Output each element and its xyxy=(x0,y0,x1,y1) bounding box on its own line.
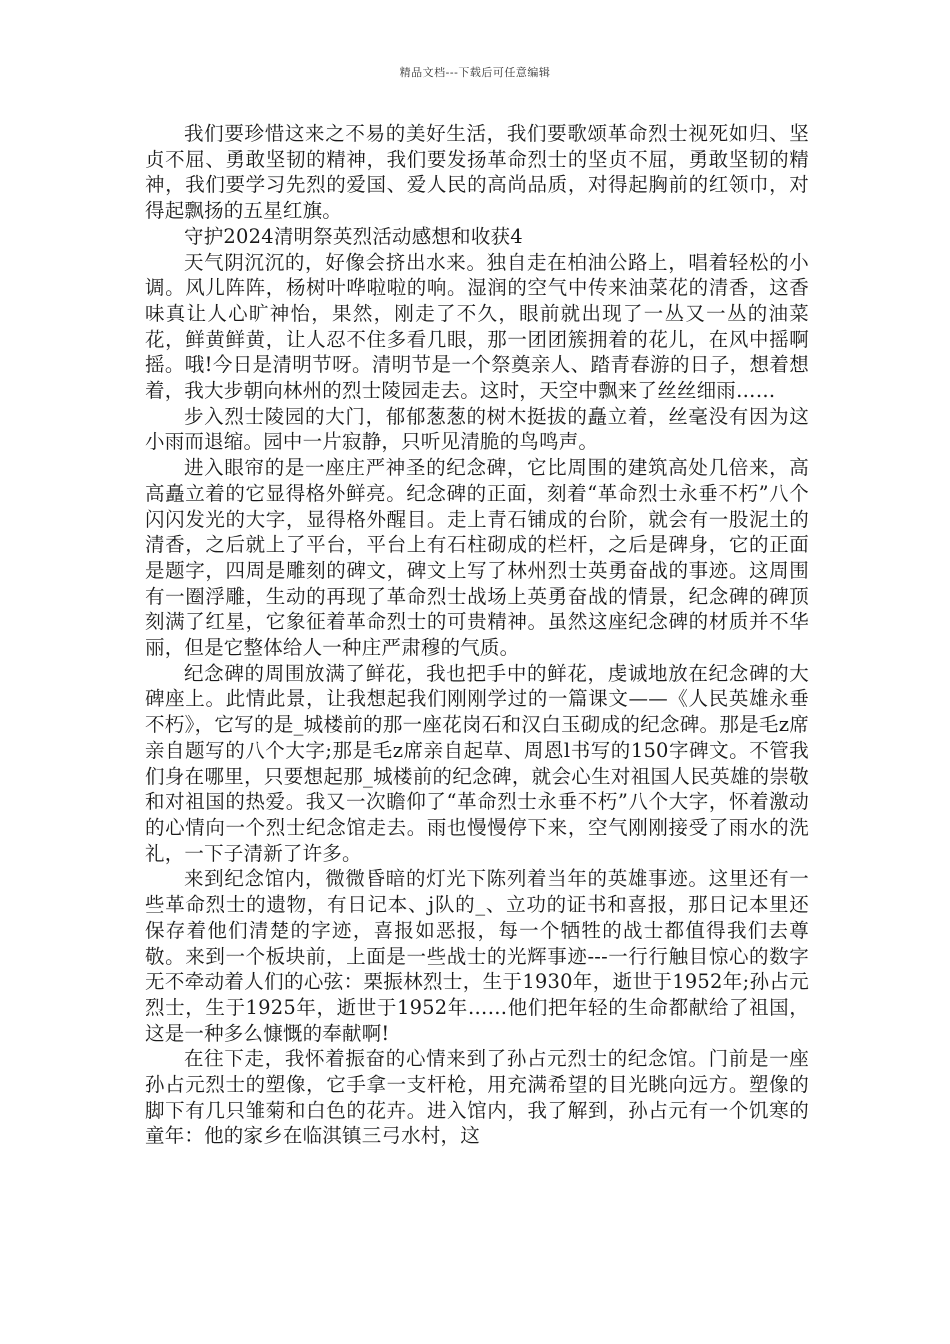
paragraph-sun-zhanyuan: 在往下走，我怀着振奋的心情来到了孙占元烈士的纪念馆。门前是一座孙占元烈士的塑像，它手拿一支杆枪，用充满希望的目光眺向远方。塑像的脚下有几只雏菊和白色的花卉。进入馆内，我了解到，孙占元有一个饥寒的童年：他的家乡在临淇镇三弓水村，这 xyxy=(145,1047,809,1148)
paragraph-flowers: 纪念碑的周围放满了鲜花，我也把手中的鲜花，虔诚地放在纪念碑的大碑座上。此情此景，让我想起我们刚刚学过的一篇课文——《人民英雄永垂不朽》，它写的是_城楼前的那一座花岗石和汉白玉砌成的纪念碑。那是毛z席亲自题写的八个大字;那是毛z席亲自起草、周恩l书写的150字碑文。不管我们身在哪里，只要想起那_城楼前的纪念碑，就会心生对祖国人民英雄的崇敬和对祖国的热爱。我又一次瞻仰了“革命烈士永垂不朽”八个大字，怀着激动的心情向一个烈士纪念馆走去。雨也慢慢停下来，空气刚刚接受了雨水的洗礼，一下子清新了许多。 xyxy=(145,661,809,865)
paragraph-monument: 进入眼帘的是一座庄严神圣的纪念碑，它比周围的建筑高处几倍来，高高矗立着的它显得格外鲜亮。纪念碑的正面，刻着“革命烈士永垂不朽”八个闪闪发光的大字，显得格外醒目。走上青石铺成的台阶，就会有一股泥土的清香，之后就上了平台，平台上有石柱砌成的栏杆，之后是碑身，它的正面是题字，四周是雕刻的碑文，碑文上写了林州烈士英勇奋战的事迹。这周围有一圈浮雕，生动的再现了革命烈士战场上英勇奋战的情景，纪念碑的碑顶刻满了红星，它象征着革命烈士的可贵精神。虽然这座纪念碑的材质并不华丽，但是它整体给人一种庄严肃穆的气质。 xyxy=(145,456,809,660)
paragraph-cemetery-gate: 步入烈士陵园的大门，郁郁葱葱的树木挺拔的矗立着，丝毫没有因为这小雨而退缩。园中一片寂静，只听见清脆的鸟鸣声。 xyxy=(145,404,809,454)
page-header: 精品文档---下载后可任意编辑 xyxy=(399,66,551,79)
document-body xyxy=(145,121,809,1149)
paragraph-closing-reflection: 我们要珍惜这来之不易的美好生活，我们要歌颂革命烈士视死如归、坚贞不屈、勇敢坚韧的精神，我们要发扬革命烈士的坚贞不屈，勇敢坚韧的精神，我们要学习先烈的爱国、爱人民的高尚品质，对得起胸前的红领巾，对得起飘扬的五星红旗。 xyxy=(145,122,809,223)
paragraph-memorial-hall: 来到纪念馆内，微微昏暗的灯光下陈列着当年的英雄事迹。这里还有一些革命烈士的遗物，有日记本、j队的_、立功的证书和喜报，那日记本里还保存着他们清楚的字迹，喜报如恶报，每一个牺牲的战士都值得我们去尊敬。来到一个板块前，上面是一些战士的光辉事迹---一行行触目惊心的数字无不牵动着人们的心弦：栗振林烈士，生于1930年，逝世于1952年;孙占元烈士，生于1925年，逝世于1952年……他们把年轻的生命都献给了祖国，这是一种多么慷慨的奉献啊! xyxy=(145,867,809,1045)
paragraph-weather: 天气阴沉沉的，好像会挤出水来。独自走在柏油公路上，唱着轻松的小调。风儿阵阵，杨树叶哗啦啦的响。湿润的空气中传来油菜花的清香，这香味真让人心旷神怡，果然，刚走了不久，眼前就出现了一丛又一丛的油菜花，鲜黄鲜黄，让人忍不住多看几眼，那一团团簇拥着的花儿，在风中摇啊摇。哦!今日是清明节呀。清明节是一个祭奠亲人、踏青春游的日子，想着想着，我大步朝向林州的烈士陵园走去。这时，天空中飘来了丝丝细雨…… xyxy=(145,250,809,403)
section-title: 守护2024清明祭英烈活动感想和收获4 xyxy=(184,224,523,248)
